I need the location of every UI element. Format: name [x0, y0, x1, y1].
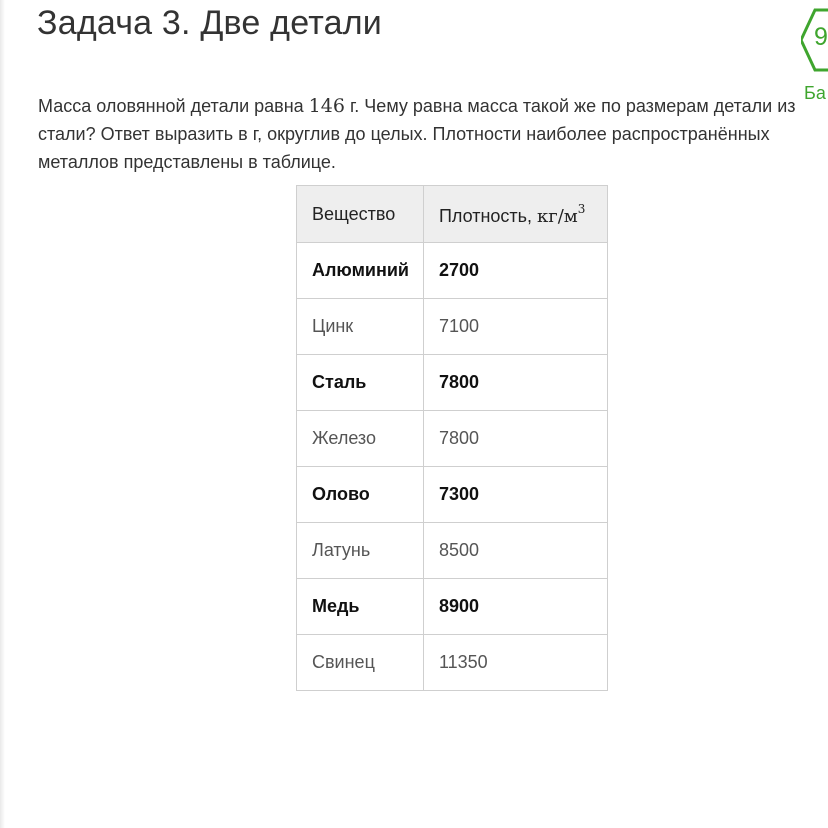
header-density-label: Плотность, — [438, 205, 538, 226]
header-unit-power: 3 — [577, 201, 586, 216]
substance-cell: Железо — [297, 411, 424, 467]
substance-cell: Цинк — [297, 299, 424, 355]
table-row — [297, 579, 608, 635]
density-cell: 7800 — [423, 411, 607, 467]
table-row — [297, 411, 608, 467]
badge-caption: Ба — [804, 83, 826, 103]
density-cell: 2700 — [423, 243, 607, 299]
density-cell: 7100 — [423, 299, 607, 355]
problem-text-end: г. Чему равна масса такой же по размерам детали из стали? Ответ выразить в г, округлив до целых. Плотности наиболее распространённых металлов представлены в таблице. — [38, 96, 796, 172]
header-density-unit: кг/м — [537, 205, 578, 227]
table-body — [297, 243, 608, 691]
substance-cell: Олово — [297, 467, 424, 523]
problem-text-start: Масса оловянной детали равна — [38, 96, 309, 116]
density-cell: 11350 — [423, 635, 607, 691]
table-row — [297, 523, 608, 579]
badge-number: 9 — [814, 23, 828, 51]
density-cell: 8500 — [423, 523, 607, 579]
density-cell: 7800 — [423, 355, 607, 411]
task-title: Задача 3. Две детали — [37, 4, 382, 42]
substance-cell: Сталь — [297, 355, 424, 411]
table-header-row — [297, 186, 608, 243]
table-row — [297, 355, 608, 411]
mass-value: 146 — [308, 95, 345, 117]
header-density — [423, 186, 607, 243]
substance-cell: Свинец — [297, 635, 424, 691]
density-cell: 7300 — [423, 467, 607, 523]
density-table — [296, 185, 608, 691]
substance-cell: Алюминий — [297, 243, 424, 299]
substance-cell: Латунь — [297, 523, 424, 579]
table-row — [297, 467, 608, 523]
density-cell: 8900 — [423, 579, 607, 635]
table-row — [297, 299, 608, 355]
substance-cell: Медь — [297, 579, 424, 635]
table-row — [297, 635, 608, 691]
problem-statement — [38, 92, 828, 176]
header-substance: Вещество — [297, 186, 424, 243]
table-row — [297, 243, 608, 299]
left-edge-shadow — [0, 0, 5, 828]
